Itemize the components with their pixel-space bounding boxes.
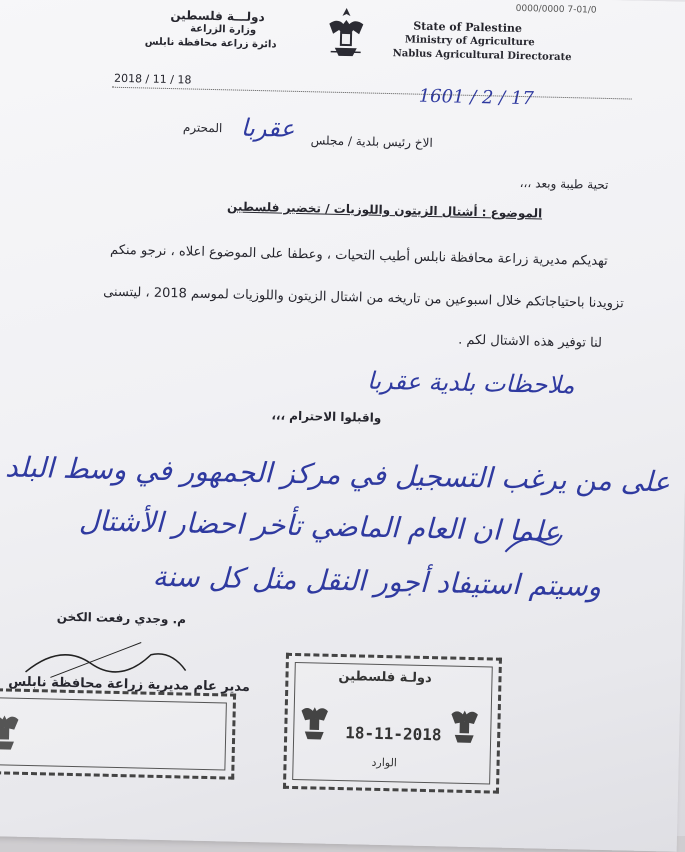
letterhead-ar-line2: وزارة الزراعة (190, 23, 257, 36)
letterhead-ar-line1: دولـــة فلسطين (170, 8, 265, 25)
greeting: تحية طيبة وبعد ،،، (519, 175, 609, 193)
body-paragraph-line1: تهديكم مديرية زراعة محافظة نابلس أطيب التحيات ، وعطفا على الموضوع اعلاه ، نرجو منكم (109, 242, 608, 270)
handwritten-notes-heading: ملاحظات بلدية عقربا (366, 366, 575, 400)
letterhead-en-line3: Nablus Agricultural Directorate (392, 48, 572, 64)
closing-line: واقبلوا الاحترام ،،، (271, 408, 382, 425)
reference-number: 1601 / 2 / 17 (418, 85, 535, 110)
subject-line: الموضوع : أشتال الزيتون واللوزيات / تخضير فلسطين (226, 199, 543, 221)
handwritten-underline-mark (503, 528, 564, 559)
eagle-emblem-icon (323, 3, 370, 60)
date-rule (112, 87, 632, 100)
top-corner-ref: 0000/0000 7-01/0 (515, 3, 597, 16)
body-paragraph-line2: تزويدنا باحتياجاتكم خلال اسبوعين من تاريخه من اشتال الزيتون واللوزيات لموسم 2018 ، ليتسنى (103, 284, 624, 312)
recipient-handwritten: عقربا (240, 113, 295, 143)
official-stamp-left (0, 688, 236, 780)
date-field: 2018 / 11 / 18 (113, 71, 192, 87)
handwritten-note-line2: علما ان العام الماضي تأخر احضار الأشتال (78, 504, 561, 548)
letterhead-en-line1: State of Palestine (413, 19, 523, 35)
signatory-title: مدير عام مديرية زراعة محافظة نابلس (8, 674, 251, 695)
signatory-name: م. وجدي رفعت الكخن (56, 609, 187, 627)
recipient-line: الاخ رئيس بلدية / مجلس (310, 133, 433, 151)
stamp-date: 18-11-2018 (345, 723, 442, 745)
handwritten-note-line1: على من يرغب التسجيل في مركز الجمهور في وسط البلد (4, 450, 671, 499)
letterhead-en-line2: Ministry of Agriculture (404, 34, 535, 49)
official-stamp-received (283, 653, 502, 794)
stamp-emblem-icon (0, 705, 23, 752)
letterhead-ar-line3: دائرة زراعة محافظة نابلس (144, 36, 277, 51)
stamp-emblem-left-icon (297, 696, 332, 743)
stamp-emblem-right-icon (447, 699, 482, 746)
stamp-title: دولـة فلسطين (338, 669, 432, 687)
body-paragraph-line3: لنا توفير هذه الاشتال لكم . (458, 332, 603, 351)
honorific: المحترم (182, 120, 223, 136)
handwritten-note-line3: وسيتم استيفاد أجور النقل مثل كل سنة (152, 559, 602, 603)
stamp-subtitle: الوارد (371, 755, 398, 770)
